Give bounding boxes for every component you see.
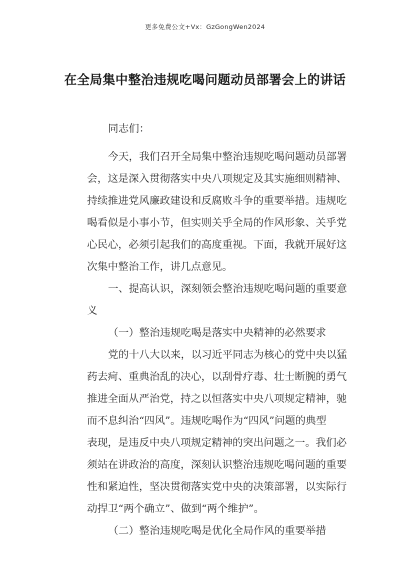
body-line: 同志们： — [108, 123, 150, 135]
body-line: 表现，是违反中央八项规定精神的突出问题之一。我们必 — [87, 437, 347, 449]
body-line: 次集中整治工作，讲几点意见。 — [87, 261, 233, 273]
header-note: 更多免费公文+Vx：GzGongWen2024 — [144, 23, 266, 31]
body-line: 心民心，必须引起我们的高度重视。下面，我就开展好这 — [87, 239, 347, 251]
body-line: 性和紧迫性，坚决贯彻落实党中央的决策部署，以实际行 — [87, 481, 347, 493]
body-line: 一、提高认识，深刻领会整治违规吃喝问题的重要意 — [108, 283, 347, 295]
body-line: 推进全面从严治党，持之以恒落实中央八项规定精神，驰 — [87, 393, 347, 405]
body-line: 持续推进党风廉政建设和反腐败斗争的重要举措。违规吃 — [87, 195, 347, 207]
body-line: 喝看似是小事小节，但实则关乎全局的作风形象、关乎党 — [87, 217, 347, 229]
body-line: 须站在讲政治的高度，深刻认识整治违规吃喝问题的重要 — [87, 459, 347, 471]
body-line: 药去疴、重典治乱的决心，以刮骨疗毒、壮士断腕的勇气 — [87, 371, 347, 383]
body-line: 动捍卫“两个确立”、做到“两个维护”。 — [87, 503, 265, 515]
body-line: 会，这是深入贯彻落实中央八项规定及其实施细则精神、 — [87, 173, 347, 185]
body-line: 义 — [87, 305, 98, 317]
document-body — [87, 118, 349, 542]
body-line: 今天，我们召开全局集中整治违规吃喝问题动员部署 — [108, 151, 347, 163]
document-title: 在全局集中整治违规吃喝问题动员部署会上的讲话 — [64, 72, 346, 87]
body-line: 而不息纠治“四风”。违规吃喝作为“四风”问题的典型 — [87, 415, 327, 427]
body-line: （一）整治违规吃喝是落实中央精神的必然要求 — [108, 327, 327, 339]
body-line: （二）整治违规吃喝是优化全局作风的重要举措 — [108, 525, 327, 537]
body-line: 党的十八大以来，以习近平同志为核心的党中央以猛 — [108, 349, 347, 361]
